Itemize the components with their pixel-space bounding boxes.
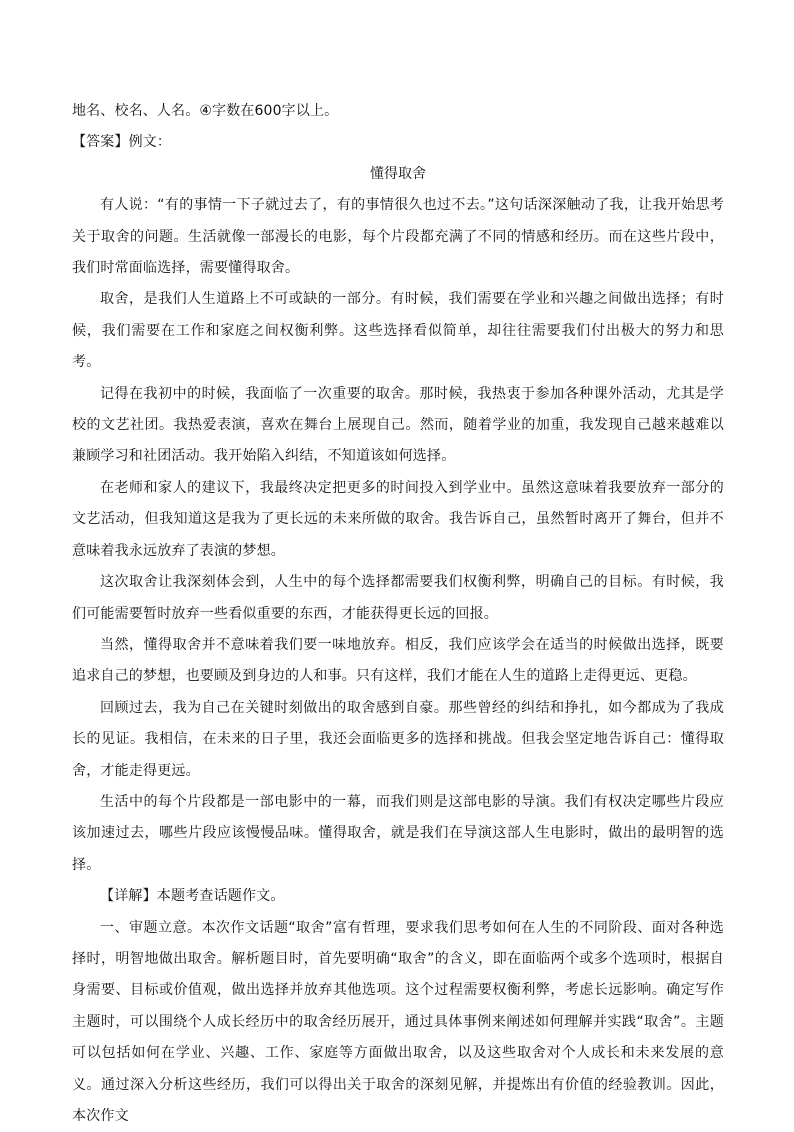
intro-line: 地名、校名、人名。④字数在600字以上。 [72, 103, 339, 119]
analysis-label: 【详解】本题考查话题作文。 [100, 888, 285, 905]
essay-paragraph: 在老师和家人的建议下，我最终决定把更多的时间投入到学业中。虽然这意味着我要放弃一部分的文艺活动，但我知道这是我为了更长远的未来所做的取舍。我告诉自己，虽然暂时离开了舞台，但并不意味着我永远放弃了表演的梦想。 [72, 479, 724, 559]
essay-paragraph: 这次取舍让我深刻体会到，人生中的每个选择都需要我们权衡利弊，明确自己的目标。有时候，我们可能需要暂时放弃一些看似重要的东西，才能获得更长远的回报。 [72, 574, 724, 622]
essay-paragraph: 有人说：“有的事情一下子就过去了，有的事情很久也过不去。”这句话深深触动了我，让我开始思考关于取舍的问题。生活就像一部漫长的电影，每个片段都充满了不同的情感和经历。而在这些片段中，我们时常面临选择，需要懂得取舍。 [72, 197, 724, 277]
essay-paragraph: 取舍，是我们人生道路上不可或缺的一部分。有时候，我们需要在学业和兴趣之间做出选择；有时候，我们需要在工作和家庭之间权衡利弊。这些选择看似简单，却往往需要我们付出极大的努力和思考。 [72, 291, 724, 371]
essay-paragraph: 记得在我初中的时候，我面临了一次重要的取舍。那时候，我热衷于参加各种课外活动，尤其是学校的文艺社团。我热爱表演，喜欢在舞台上展现自己。然而，随着学业的加重，我发现自己越来越难以兼顾学习和社团活动。我开始陷入纠结，不知道该如何选择。 [72, 385, 724, 465]
essay-paragraph: 当然，懂得取舍并不意味着我们要一味地放弃。相反，我们应该学会在适当的时候做出选择，既要追求自己的梦想，也要顾及到身边的人和事。只有这样，我们才能在人生的道路上走得更远、更稳。 [72, 636, 724, 685]
essay-title: 懂得取舍 [370, 165, 426, 182]
essay-paragraph: 回顾过去，我为自己在关键时刻做出的取舍感到自豪。那些曾经的纠结和挣扎，如今都成为了我成长的见证。我相信，在未来的日子里，我还会面临更多的选择和挑战。但我会坚定地告诉自己：懂得取舍，才能走得更远。 [72, 699, 724, 779]
answer-label: 【答案】例文： [72, 134, 172, 151]
analysis-paragraph: 一、审题立意。本次作文话题“取舍”富有哲理，要求我们思考如何在人生的不同阶段、面对各种选择时，明智地做出取舍。解析题目时，首先要明确“取舍”的含义，即在面临两个或多个选项时，根据自身需要、目标或价值观，做出选择并放弃其他选项。这个过程需要权衡利弊，考虑长远影响。确定写作主题时，可以围绕个人成长经历中的取舍经历展开，通过具体事例来阐述如何理解并实践“取舍”。主题可以包括如何在学业、兴趣、工作、家庭等方面做出取舍，以及这些取舍对个人成长和未来发展的意义。通过深入分析这些经历，我们可以得出关于取舍的深刻见解，并提炼出有价值的经验教训。因此，本次作文 [72, 919, 724, 1124]
essay-paragraph: 生活中的每个片段都是一部电影中的一幕，而我们则是这部电影的导演。我们有权决定哪些片段应该加速过去，哪些片段应该慢慢品味。懂得取舍，就是我们在导演这部人生电影时，做出的最明智的选择。 [72, 793, 724, 873]
document-page [72, 96, 724, 1132]
